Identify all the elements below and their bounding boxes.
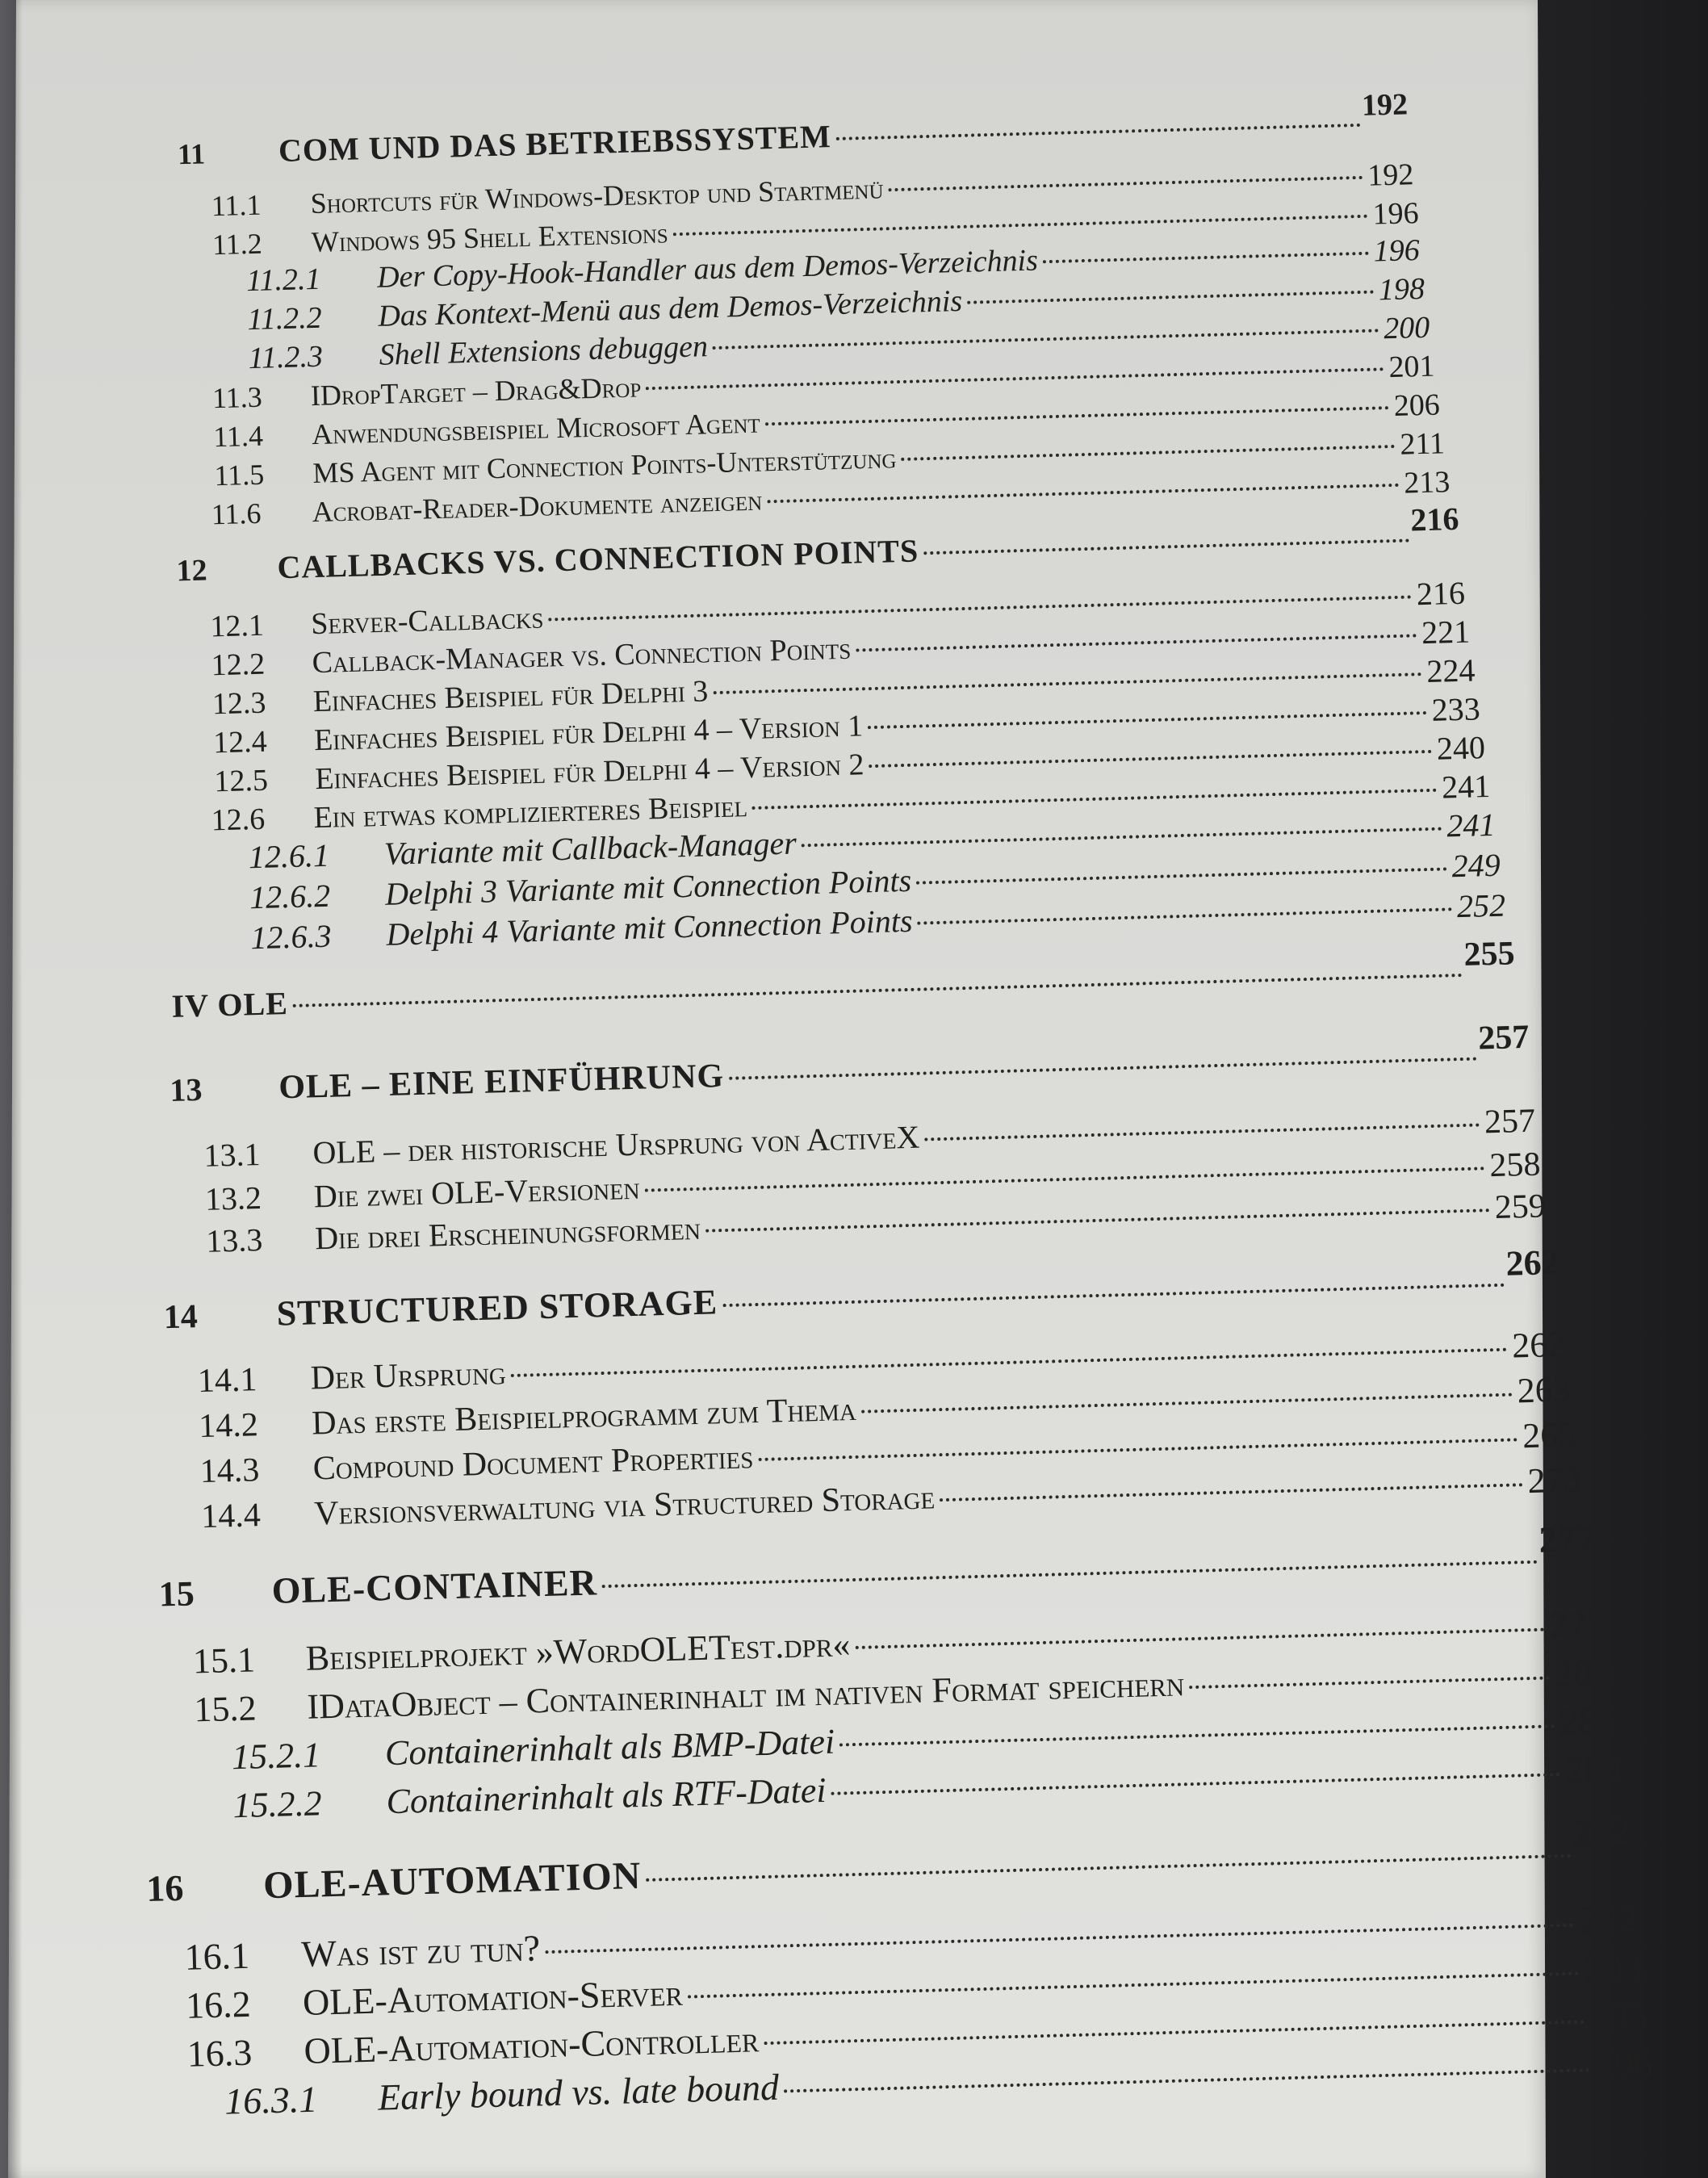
toc-entry-number: 12.6.1 <box>248 836 330 876</box>
toc-entry-title: OLE-AUTOMATION <box>262 1854 643 1908</box>
toc-entry-page: 192 <box>1361 87 1409 123</box>
dot-leader <box>924 1123 1480 1141</box>
toc-entry-number: 13.3 <box>205 1221 263 1259</box>
toc-entry-page: 201 <box>1388 349 1436 385</box>
toc-entry-page: 224 <box>1425 651 1476 690</box>
toc-entry-title: Shortcuts für Windows-Desktop und Startmenü <box>310 172 884 220</box>
dot-leader <box>602 1560 1538 1588</box>
toc-entry-number: 11.2 <box>211 227 263 262</box>
toc-entry-page: 257 <box>1484 1102 1536 1141</box>
toc-entry-number: 16.3 <box>186 2031 253 2075</box>
toc-entry-page: 206 <box>1393 387 1441 423</box>
toc-entry-title: Anwendungsbeispiel Microsoft Agent <box>311 406 761 451</box>
toc-entry-page: 263 <box>1517 1369 1572 1411</box>
toc-entry-title: Einfaches Beispiel für Delphi 4 – Version 2 <box>314 748 865 797</box>
dot-leader <box>869 750 1432 768</box>
toc-entry-title: IDropTarget – Drag&Drop <box>310 371 642 413</box>
toc-entry-page: 192 <box>1367 157 1414 193</box>
toc-entry-page: 255 <box>1463 935 1516 974</box>
dot-leader <box>545 1924 1574 1954</box>
toc-entry-page: 286 <box>1554 1651 1611 1694</box>
toc-entry-page: 198 <box>1378 271 1425 308</box>
toc-entry-number: 11.2.2 <box>246 300 323 337</box>
toc-entry-title: Containerinhalt als RTF-Datei <box>385 1770 827 1822</box>
toc-entry-number: 11.2.3 <box>248 339 324 376</box>
toc-entry-title: Was ist zu tun? <box>300 1927 541 1975</box>
toc-entry-page: 216 <box>1416 574 1466 613</box>
toc-entry-number: 12.6 <box>211 802 266 838</box>
toc-entry-number: 15 <box>158 1573 195 1615</box>
toc-entry-number: 16.2 <box>185 1983 252 2026</box>
toc-entry-number: 16.1 <box>183 1934 250 1978</box>
toc-entry-number: 12.2 <box>211 647 266 683</box>
dot-leader <box>831 1773 1561 1795</box>
toc-entry-title: Der Copy-Hook-Handler aus dem Demos-Verzeichnis <box>376 243 1039 295</box>
toc-entry-number: 11.5 <box>213 458 265 492</box>
dot-leader <box>923 539 1409 555</box>
toc-entry-page: 259 <box>1494 1187 1547 1227</box>
toc-entry-number: 14.2 <box>198 1406 259 1446</box>
toc-entry-page: 296 <box>1593 2042 1654 2088</box>
toc-entry-number: 15.2.1 <box>231 1735 321 1778</box>
toc-entry-number: 14 <box>163 1298 199 1337</box>
toc-entry-title: Der Ursprung <box>310 1355 507 1397</box>
toc-entry <box>145 1810 1632 1911</box>
toc-entry-page: 293 <box>1583 1946 1643 1991</box>
dot-leader <box>673 215 1368 237</box>
toc-entry-title: Die zwei OLE-Versionen <box>313 1169 641 1215</box>
toc-entry-title: COM UND DAS BETRIEBSSYSTEM <box>278 118 832 170</box>
toc-entry-page: 200 <box>1383 310 1430 346</box>
dot-leader <box>646 1854 1571 1882</box>
dot-leader <box>901 445 1395 461</box>
dot-leader <box>645 1166 1485 1192</box>
dot-leader <box>722 1284 1505 1307</box>
toc-entry-page: 196 <box>1373 233 1421 269</box>
toc-entry-title: Containerinhalt als BMP-Datei <box>384 1721 835 1774</box>
toc-entry-page: 211 <box>1399 426 1446 462</box>
toc-entry-title: IV OLE <box>171 985 289 1024</box>
toc-entry-page: 196 <box>1371 196 1420 232</box>
toc-entry-page: 241 <box>1446 806 1496 844</box>
toc-entry-page: 292 <box>1572 1810 1631 1855</box>
toc-entry-title: Versionsverwaltung via Structured Storage <box>313 1479 936 1533</box>
toc-entry-page: 286 <box>1559 1699 1617 1743</box>
toc-entry-page: 262 <box>1505 1242 1560 1284</box>
toc-entry-title: MS Agent mit Connection Points-Unterstützung <box>312 442 897 490</box>
toc-entry-title: OLE-Automation-Server <box>302 1971 684 2024</box>
toc-entry <box>163 1242 1560 1337</box>
toc-entry-title: CALLBACKS VS. CONNECTION POINTS <box>276 532 919 586</box>
toc-entry-number: 13.2 <box>204 1179 262 1217</box>
toc-entry-title: Beispielprojekt »WordOLETest.dpr« <box>305 1624 852 1678</box>
toc-entry-number: 16 <box>145 1866 184 1910</box>
toc-entry-number: 12.6.2 <box>249 877 331 916</box>
toc-entry-title: Einfaches Beispiel für Delphi 4 – Version 1 <box>313 709 864 758</box>
dot-leader <box>758 1438 1518 1461</box>
toc-entry-number: 14.1 <box>197 1361 257 1401</box>
toc-entry-title: Variante mit Callback-Manager <box>383 824 797 872</box>
dot-leader <box>1043 252 1369 264</box>
toc-entry-number: 11 <box>177 137 206 171</box>
toc-entry-title: OLE – EINE EINFÜHRUNG <box>278 1057 725 1107</box>
dot-leader <box>765 406 1389 425</box>
toc-entry-page: 252 <box>1456 886 1506 925</box>
toc-entry-title: Einfaches Beispiel für Delphi 3 <box>312 674 709 719</box>
toc-entry-number: 11.3 <box>211 380 263 415</box>
toc-entry-page: 216 <box>1409 500 1460 538</box>
toc-entry-page: 273 <box>1527 1460 1582 1502</box>
toc-entry-number: 11.1 <box>211 188 262 223</box>
toc-entry-number: 12.4 <box>212 724 268 760</box>
toc-entry-number: 15.2.2 <box>232 1783 323 1826</box>
toc-entry-title: Delphi 4 Variante mit Connection Points <box>385 902 913 953</box>
dot-leader <box>646 367 1384 390</box>
toc-entry-title: Shell Extensions debuggen <box>379 329 709 372</box>
dot-leader <box>917 907 1452 924</box>
dot-leader <box>729 1058 1477 1080</box>
dot-leader <box>764 2020 1585 2045</box>
dot-leader <box>713 329 1379 350</box>
toc-entry-number: 11.4 <box>212 419 264 454</box>
toc-entry-page: 258 <box>1488 1146 1542 1185</box>
toc-entry-number: 12.5 <box>213 763 269 799</box>
dot-leader <box>836 124 1361 140</box>
toc-entry <box>169 1018 1530 1110</box>
toc-entry-title: OLE – der historische Ursprung von ActiveX <box>312 1118 920 1171</box>
toc-entry-page: 257 <box>1477 1018 1530 1058</box>
toc-entry-title: STRUCTURED STORAGE <box>276 1282 718 1334</box>
toc-entry-number: 14.4 <box>200 1497 262 1536</box>
toc-entry-page: 213 <box>1403 465 1451 501</box>
toc-entry-page: 265 <box>1522 1414 1576 1456</box>
dot-leader <box>888 176 1363 191</box>
dot-leader <box>802 827 1442 848</box>
dot-leader <box>916 867 1447 884</box>
dot-leader <box>855 1628 1544 1649</box>
dot-leader <box>940 1483 1523 1502</box>
dot-leader <box>839 1724 1555 1746</box>
toc-entry-title: Die drei Erscheinungsformen <box>314 1209 701 1257</box>
toc-entry-page: 262 <box>1511 1324 1566 1366</box>
toc-entry-title: Das Kontext-Menü aus dem Demos-Verzeichnis <box>377 283 963 333</box>
toc-entry-number: 12 <box>176 553 208 588</box>
dot-leader <box>511 1348 1508 1377</box>
dot-leader <box>688 1972 1580 1999</box>
dot-leader <box>868 711 1427 729</box>
toc-entry-title: Callback-Manager vs. Connection Points <box>312 631 852 681</box>
dot-leader <box>861 1393 1513 1414</box>
toc-entry-title: Early bound vs. late bound <box>377 2066 780 2118</box>
toc-entry-page: 221 <box>1421 613 1471 651</box>
toc-entry-page: 277 <box>1548 1602 1605 1646</box>
toc-entry-title: Delphi 3 Variante mit Connection Points <box>384 861 912 912</box>
toc-entry-title: Compound Document Properties <box>312 1439 754 1488</box>
toc-entry-number: 12.3 <box>211 685 266 722</box>
toc-entry-page: 295 <box>1589 1994 1648 2039</box>
toc-entry-title: OLE-CONTAINER <box>271 1561 598 1611</box>
dot-leader <box>967 291 1374 304</box>
toc-entry-number: 12.1 <box>209 608 265 644</box>
toc-entry-title: Ein etwas komplizierteres Beispiel <box>313 790 748 836</box>
dot-leader <box>713 672 1421 694</box>
toc-entry-number: 13 <box>169 1070 203 1108</box>
dot-leader <box>293 974 1463 1007</box>
toc-entry-number: 12.6.3 <box>249 917 333 957</box>
dot-leader <box>767 484 1399 504</box>
toc-entry-page: 249 <box>1451 846 1501 885</box>
toc-entry-page: 233 <box>1431 690 1481 728</box>
dot-leader <box>784 2068 1590 2092</box>
dot-leader <box>856 634 1417 651</box>
toc-entry-page: 292 <box>1578 1897 1638 1942</box>
toc-entry-title: IDataObject – Containerinhalt im nativen Format speichern <box>306 1664 1185 1727</box>
toc-entry-title: OLE-Automation-Controller <box>303 2018 760 2072</box>
toc-entry-number: 13.1 <box>203 1136 262 1174</box>
toc-entry-title: Acrobat-Reader-Dokumente anzeigen <box>312 484 763 529</box>
dot-leader <box>752 789 1437 810</box>
toc-entry-title: Windows 95 Shell Extensions <box>311 216 669 258</box>
toc-entry-number: 14.3 <box>199 1451 260 1491</box>
toc-entry-page: 289 <box>1564 1748 1622 1791</box>
toc-entry-number: 11.6 <box>211 496 262 531</box>
toc-entry-page: 241 <box>1441 768 1491 806</box>
toc-entry <box>158 1517 1596 1615</box>
dot-leader <box>705 1208 1490 1232</box>
toc-entry-page: 277 <box>1538 1517 1596 1560</box>
toc-entry-number: 15.2 <box>193 1688 257 1730</box>
toc-entry-number: 15.1 <box>192 1640 256 1682</box>
toc-entry-number: 16.3.1 <box>224 2078 318 2122</box>
toc-entry-title: Server-Callbacks <box>310 601 544 642</box>
toc-entry-title: Das erste Beispielprogramm zum Thema <box>311 1390 857 1443</box>
toc-entry-number: 11.2.1 <box>245 262 321 299</box>
toc-entry-page: 240 <box>1436 729 1486 767</box>
dot-leader <box>1189 1676 1550 1689</box>
